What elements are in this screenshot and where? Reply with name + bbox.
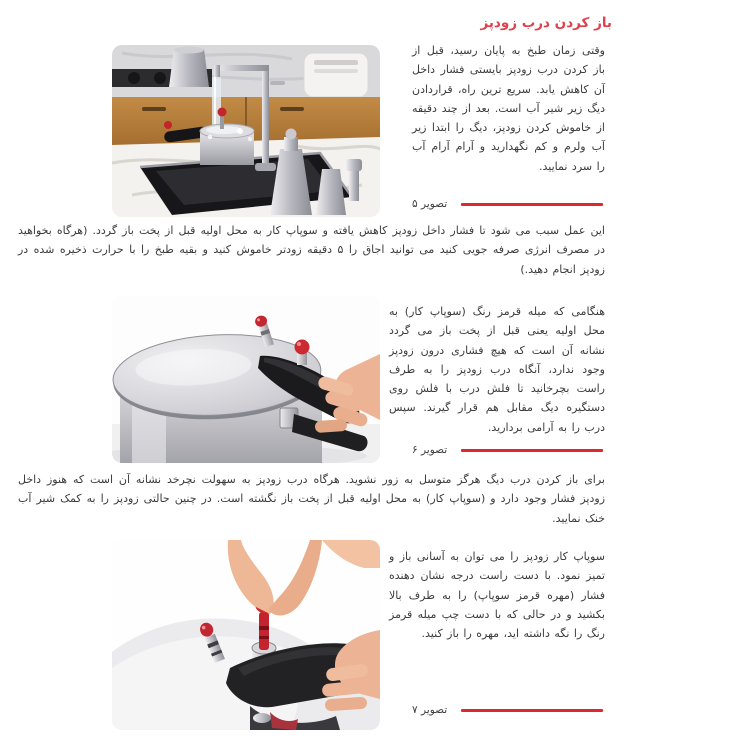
figure-7-image [112, 540, 380, 730]
lid-handle-turning-illustration [112, 296, 380, 463]
section-2-paragraph: هنگامی که میله قرمز رنگ (سوپاپ کار) به محل اولیه یعنی قبل از پخت باز می گردد نشانه آن است که هیچ فشاری درون زودپز وجود ندارد، آنگاه درب زودپز را به طرف راست بچرخانید تا فلش درب با فلش روی دستگیره دیگ مقابل هم قرار گیرند. سپس درب را به آرامی بردارید. [389, 305, 605, 434]
figure-6-image [112, 296, 380, 463]
section-3-paragraph: سوپاپ کار زودپز را می توان به آسانی باز و تمیز نمود. با دست راست درجه نشان دهنده فشار (مهره قرمز سوپاپ) را به طرف بالا بکشید و در حالی که با دست چپ میله قرمز رنگ را نگه داشته اید، مهره را باز کنید. [389, 550, 605, 641]
valve-removal-illustration [112, 540, 380, 730]
figure-6-caption-rule [461, 449, 603, 452]
full-width-paragraph-1: این عمل سبب می شود تا فشار داخل زودپز کاهش یافته و سوپاپ کار به محل اولیه قبل از پخت باز گردد. (هرگاه بخواهید در مصرف انرژی صرفه جویی کنید می توانید اجاق را ۵ دقیقه زودتر خاموش کنید و بقیه طبخ را با حرارت ذخیره شده در زودپز انجام دهید.) [18, 224, 605, 276]
figure-7-caption: تصویر ۷ [412, 704, 448, 716]
page-title: باز کردن درب زودپز [480, 15, 612, 31]
figure-7-caption-rule [461, 709, 603, 712]
full-width-paragraph-2: برای باز کردن درب دیگ هرگز متوسل به زور نشوید. هرگاه درب زودپز به سهولت نچرخد نشانه آن است که هنوز داخل زودپز فشار وجود دارد و (سوپاپ کار) به محل اولیه قبل از پخت باز نگشته است. در چنین حالتی زودپز را به کمک شیر آب خنک نمایید. [18, 473, 605, 525]
figure-5-caption: تصویر ۵ [412, 198, 448, 210]
section-1-paragraph: وقتی زمان طبخ به پایان رسید، قبل از باز کردن درب زودپز بایستی فشار داخل آن کاهش یابد. سریع ترین راه، قراردادن دیگ زیر شیر آب است. بعد از چند دقیقه از خاموش کردن زودپز، دیگ را ابتدا زیر آب ولرم و کم نگهدارید و آرام آرام آب را سرد نمایید. [412, 44, 605, 173]
figure-6-caption: تصویر ۶ [412, 444, 448, 456]
kitchen-sink-cooling-illustration [112, 45, 380, 217]
figure-5-image [112, 45, 380, 217]
figure-5-caption-rule [461, 203, 603, 206]
